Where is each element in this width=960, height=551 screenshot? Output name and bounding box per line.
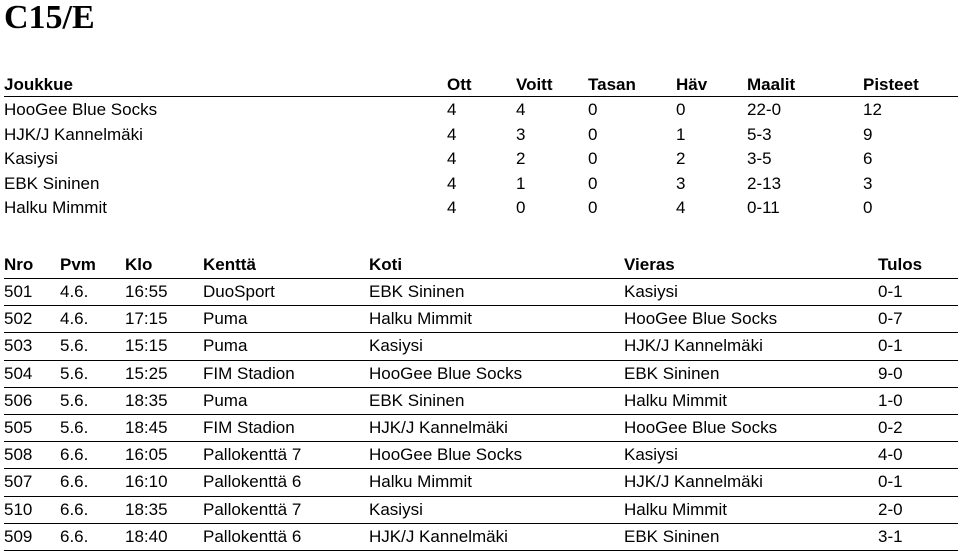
team-name: EBK Sininen [4,173,100,193]
losses-cell: 0 [676,100,686,119]
draws-cell: 0 [588,100,598,119]
standings-row [4,122,958,147]
date-cell: 5.6. [60,336,89,356]
header-date: Pvm [60,255,96,274]
date-cell: 6.6. [60,472,89,492]
match-number-cell: 505 [4,417,33,437]
match-row [4,279,958,306]
home-team-cell: Halku Mimmit [369,309,472,329]
header-team: Joukkue [4,75,73,94]
played-cell: 4 [447,124,457,144]
date-cell: 4.6. [60,282,89,301]
match-row [4,497,958,524]
header-time: Klo [125,255,153,274]
match-number-cell: 506 [4,390,33,410]
draws-cell: 0 [588,124,598,144]
home-team-cell: HJK/J Kannelmäki [369,417,508,437]
time-cell: 16:55 [125,282,168,301]
played-cell: 4 [447,198,457,218]
points-cell: 9 [863,124,873,144]
time-cell: 15:15 [125,336,168,356]
standings-row [4,171,958,196]
result-cell: 0-7 [878,309,903,329]
away-team-cell: Halku Mimmit [624,390,727,410]
field-cell: Puma [203,309,248,329]
standings-body [4,97,958,220]
goals-cell: 0-11 [747,198,780,218]
result-cell: 0-1 [878,282,903,301]
header-losses: Häv [676,75,708,94]
away-team-cell: Kasiysi [624,282,678,301]
match-row [4,442,958,469]
time-cell: 18:35 [125,390,168,410]
goals-cell: 3-5 [747,149,772,169]
match-number-cell: 502 [4,309,33,329]
losses-cell: 1 [676,124,686,144]
field-cell: Pallokenttä 6 [203,472,302,492]
date-cell: 6.6. [60,499,89,519]
away-team-cell: Kasiysi [624,445,678,465]
time-cell: 15:25 [125,363,168,383]
home-team-cell: HooGee Blue Socks [369,363,523,383]
match-number-cell: 503 [4,336,33,356]
header-played: Ott [447,75,472,94]
header-home: Koti [369,255,403,274]
header-match-number: Nro [4,255,34,274]
result-cell: 0-1 [878,472,903,492]
away-team-cell: HooGee Blue Socks [624,417,778,437]
date-cell: 6.6. [60,526,89,546]
away-team-cell: Halku Mimmit [624,499,727,519]
date-cell: 5.6. [60,417,89,437]
losses-cell: 3 [676,173,686,193]
played-cell: 4 [447,149,457,169]
match-number-cell: 501 [4,282,33,301]
field-cell: Puma [203,390,248,410]
result-cell: 4-0 [878,445,903,465]
field-cell: Puma [203,336,248,356]
team-name: Kasiysi [4,149,58,169]
wins-cell: 3 [516,124,526,144]
time-cell: 18:45 [125,417,168,437]
field-cell: DuoSport [203,282,275,301]
field-cell: FIM Stadion [203,363,295,383]
time-cell: 18:35 [125,499,168,519]
team-name: Halku Mimmit [4,198,107,218]
wins-cell: 0 [516,198,526,218]
wins-cell: 1 [516,173,526,193]
match-row [4,306,958,333]
standings-row [4,146,958,171]
matches-table [4,251,958,551]
header-wins: Voitt [516,75,553,94]
match-row [4,388,958,415]
header-goals: Maalit [747,75,796,94]
date-cell: 5.6. [60,390,89,410]
losses-cell: 4 [676,198,686,218]
match-number-cell: 510 [4,499,33,519]
result-cell: 3-1 [878,526,903,546]
home-team-cell: Kasiysi [369,499,423,519]
result-cell: 2-0 [878,499,903,519]
match-row [4,333,958,360]
team-name: HJK/J Kannelmäki [4,124,143,144]
date-cell: 5.6. [60,363,89,383]
match-number-cell: 508 [4,445,33,465]
draws-cell: 0 [588,173,598,193]
match-number-cell: 509 [4,526,33,546]
field-cell: Pallokenttä 7 [203,445,302,465]
away-team-cell: EBK Sininen [624,526,720,546]
matches-body [4,279,958,551]
points-cell: 6 [863,149,873,169]
match-row [4,524,958,551]
team-name: HooGee Blue Socks [4,100,158,119]
draws-cell: 0 [588,198,598,218]
field-cell: FIM Stadion [203,417,295,437]
points-cell: 3 [863,173,873,193]
result-cell: 9-0 [878,363,903,383]
header-away: Vieras [624,255,675,274]
header-result: Tulos [878,255,923,274]
home-team-cell: EBK Sininen [369,390,465,410]
matches-header-row [4,251,958,279]
home-team-cell: Kasiysi [369,336,423,356]
away-team-cell: EBK Sininen [624,363,720,383]
wins-cell: 2 [516,149,526,169]
result-cell: 1-0 [878,390,903,410]
time-cell: 16:10 [125,472,168,492]
played-cell: 4 [447,100,457,119]
page-title: C15/E [4,0,95,36]
result-cell: 0-2 [878,417,903,437]
standings-table [4,72,958,220]
away-team-cell: HJK/J Kannelmäki [624,336,763,356]
time-cell: 16:05 [125,445,168,465]
match-row [4,361,958,388]
points-cell: 0 [863,198,873,218]
date-cell: 6.6. [60,445,89,465]
match-row [4,469,958,496]
home-team-cell: EBK Sininen [369,282,465,301]
header-points: Pisteet [863,75,919,94]
time-cell: 17:15 [125,309,168,329]
field-cell: Pallokenttä 7 [203,499,302,519]
home-team-cell: HooGee Blue Socks [369,445,523,465]
standings-row [4,195,958,220]
date-cell: 4.6. [60,309,89,329]
home-team-cell: Halku Mimmit [369,472,472,492]
standings-row [4,97,958,122]
field-cell: Pallokenttä 6 [203,526,302,546]
result-cell: 0-1 [878,336,903,356]
match-row [4,415,958,442]
header-draws: Tasan [588,75,636,94]
time-cell: 18:40 [125,526,168,546]
match-number-cell: 504 [4,363,33,383]
points-cell: 12 [863,100,882,119]
played-cell: 4 [447,173,457,193]
standings-header-row [4,72,958,97]
goals-cell: 5-3 [747,124,772,144]
wins-cell: 4 [516,100,526,119]
away-team-cell: HJK/J Kannelmäki [624,472,763,492]
goals-cell: 2-13 [747,173,782,193]
goals-cell: 22-0 [747,100,782,119]
match-number-cell: 507 [4,472,33,492]
draws-cell: 0 [588,149,598,169]
away-team-cell: HooGee Blue Socks [624,309,778,329]
home-team-cell: HJK/J Kannelmäki [369,526,508,546]
header-field: Kenttä [203,255,256,274]
losses-cell: 2 [676,149,686,169]
